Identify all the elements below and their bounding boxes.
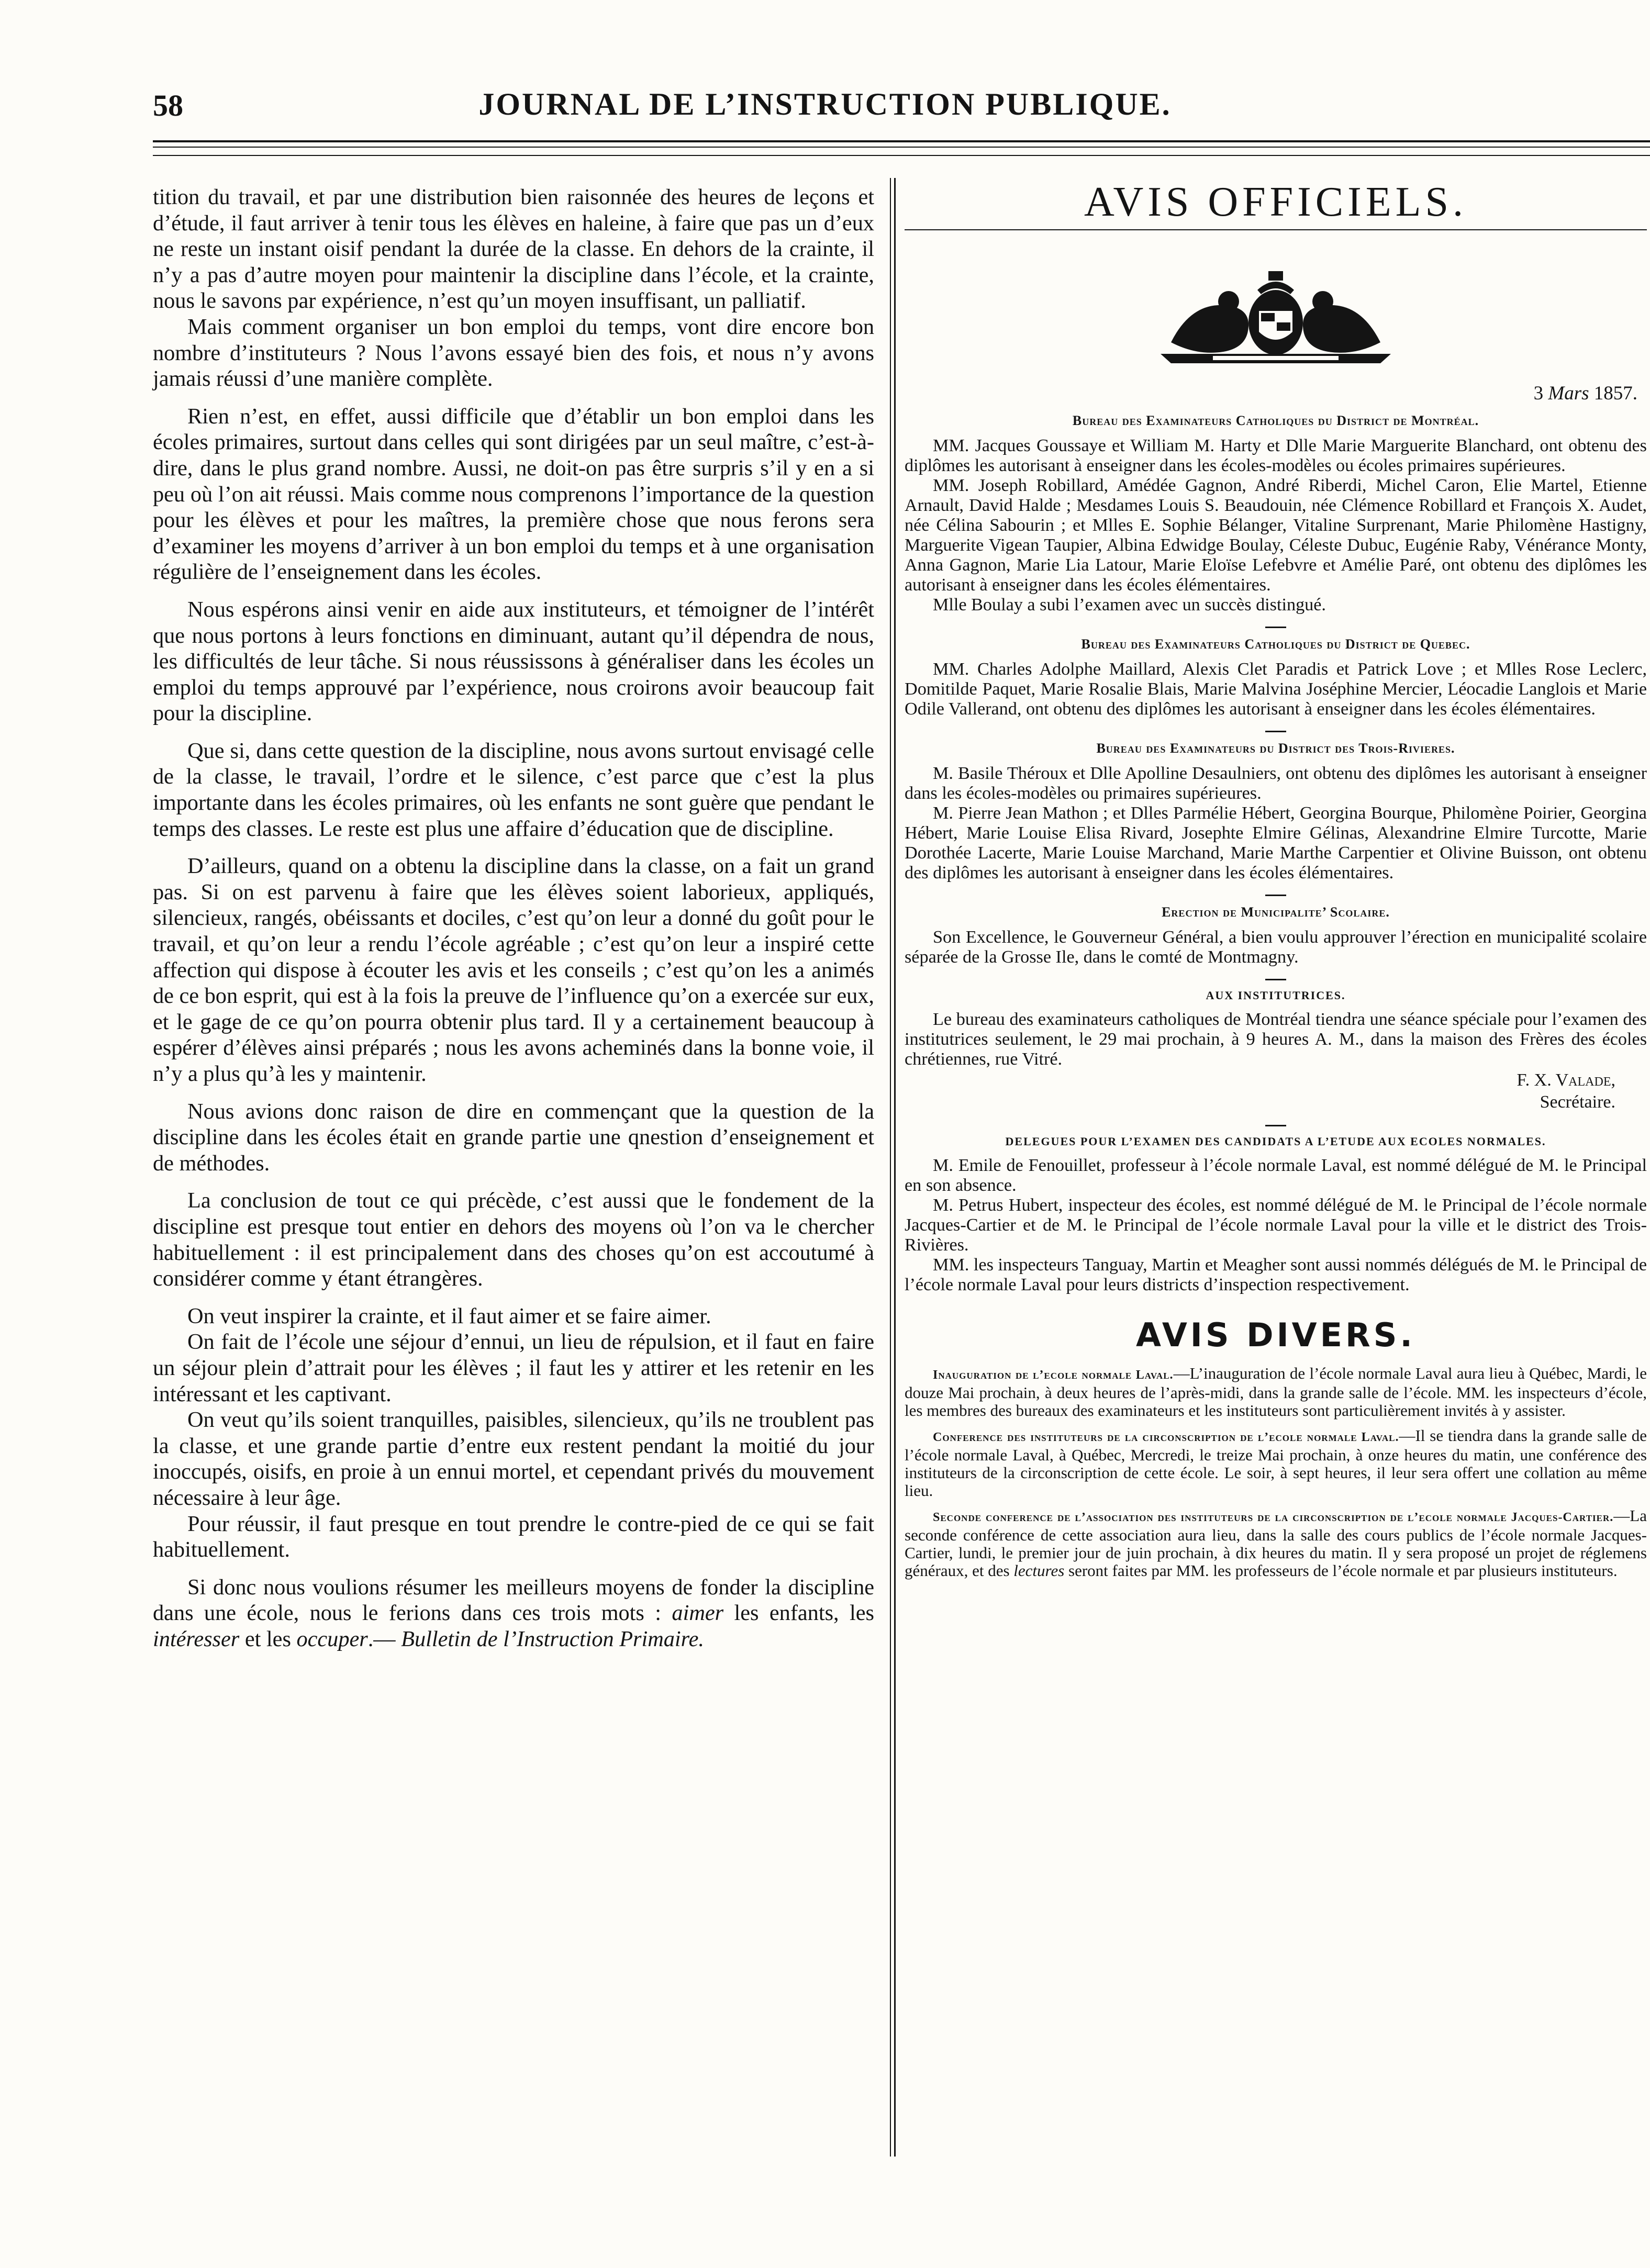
divers-item-text: —La seconde conférence de cette association aura lieu, dans la salle des cours publics de l’école normale Jacques-Cartier, lundi, le premier jour de juin prochain, à dix heures du matin. Il y sera proposé un projet de réglemens généraux, et des bbox=[905, 1506, 1647, 1580]
left-column bbox=[153, 184, 874, 1652]
notice-paragraph: Le bureau des examinateurs catholiques de Montréal tiendra une séance spéciale pour l’examen des institutrices seulement, le 29 mai prochain, à 9 heures A. M., dans la maison des Frères des écoles chrétiennes, rue Vitré. bbox=[905, 1010, 1647, 1069]
article-paragraph: Nous espérons ainsi venir en aide aux instituteurs, et témoigner de l’intérêt que nous portons à leurs fonctions en diminuant, autant qu’il dépendra de nous, les difficultés de leur tâche. Si nous réussissons à généraliser dans les écoles un emploi du temps approuvé par l’expérience, nous croirons avoir beaucoup fait pour la discipline. bbox=[153, 597, 874, 726]
section-dash bbox=[1265, 627, 1286, 628]
closing-text: les enfants, les bbox=[723, 1601, 874, 1626]
notice-date bbox=[905, 382, 1647, 405]
notice-section bbox=[905, 1135, 1647, 1295]
article-paragraph: tition du travail, et par une distribution bien raisonnée des heures de leçons et d’étude, il faut arriver à tenir tous les élèves en haleine, à faire que pas un d’eux ne reste un instant oisif pendant la durée de la classe. En dehors de la crainte, il n’y a pas d’autre moyen pour maintenir la discipline dans l’école, et la crainte, nous le savons par expérience, n’est qu’un moyen insuffisant, un palliatif. bbox=[153, 185, 874, 314]
section-dash bbox=[1265, 731, 1286, 732]
divers-item bbox=[905, 1507, 1647, 1580]
article-paragraph: Rien n’est, en effet, aussi difficile que d’établir un bon emploi dans les écoles primaires, surtout dans celles qui sont dirigées par un seul maître, c’est-à-dire, dans le plus grand nombre. Aussi, ne doit-on pas être surpris s’il y en a si peu où l’on ait réussi. Mais comme nous comprenons l’importance de la question pour les élèves et pour les maîtres, la première chose que nous ferons sera d’examiner les moyens d’arriver à un bon emploi du temps et à une organisation régulière de l’enseignement dans les écoles. bbox=[153, 404, 874, 585]
divers-item-text: —L’inauguration de l’école normale Laval aura lieu à Québec, Mardi, le douze Mai prochain, à deux heures de l’après-midi, dans la grande salle de l’école. MM. les inspecteurs d’école, les membres des bureaux des examinateurs et les instituteurs sont particulièrement invités à y assister. bbox=[905, 1364, 1647, 1420]
divers-item-lead: Seconde conference de l’association des instituteurs de la circonscription de l’ecole normale Jacques-Cartier. bbox=[933, 1511, 1614, 1524]
notice-paragraph: Son Excellence, le Gouverneur Général, a bien voulu approuver l’érection en municipalité scolaire séparée de la Grosse Ile, dans le comté de Montmagny. bbox=[905, 928, 1647, 967]
section-dash bbox=[1265, 1125, 1286, 1126]
notice-paragraph: MM. les inspecteurs Tanguay, Martin et Meagher sont aussi nommés délégués de M. le Principal de l’école normale Laval pour leurs districts d’inspection respectivement. bbox=[905, 1255, 1647, 1294]
date-year: 1857. bbox=[1589, 383, 1637, 404]
column-divider bbox=[894, 178, 896, 2157]
divers-item-emphasis: lectures bbox=[1013, 1561, 1065, 1580]
signature-block bbox=[905, 1069, 1647, 1113]
royal-coat-of-arms-icon bbox=[1150, 264, 1401, 366]
journal-title: JOURNAL DE L’INSTRUCTION PUBLIQUE. bbox=[478, 87, 1172, 121]
divers-item bbox=[905, 1365, 1647, 1420]
notice-paragraph: Mlle Boulay a subi l’examen avec un succès distingué. bbox=[933, 595, 1326, 615]
article-paragraph: Nous avions donc raison de dire en commençant que la question de la discipline dans les écoles était en grande partie une qnestion d’enseignement et de méthodes. bbox=[153, 1099, 874, 1176]
avis-officiels-heading: AVIS OFFICIELS. bbox=[1084, 179, 1467, 225]
date-month: Mars bbox=[1548, 383, 1589, 404]
section-title: Bureau des Examinateurs du District des Trois-Rivieres. bbox=[1096, 741, 1455, 756]
article-paragraph: D’ailleurs, quand on a obtenu la discipline dans la classe, on a fait un grand pas. Si on est parvenu à faire que les élèves soient laborieux, appliqués, silencieux, rangés, obéissants et dociles, c’est qu’on leur a donné du goût pour le travail, et qu’on leur a rendu l’école agréable ; c’est qu’on leur a inspiré cette affection qui dispose à écouter les avis et les conseils ; c’est qu’on les a animés de ce bon esprit, qui est à la fois la preuve de l’influence qu’on a exercée sur eux, et le gage de ce qu’on pourra obtenir plus tard. Il y a certainement beaucoup à espérer d’élèves ainsi préparés ; nous les avons acheminés dans la bonne voie, il n’y a plus qu’à les y maintenir. bbox=[153, 854, 874, 1086]
header-rule-thin bbox=[153, 147, 1650, 148]
notice-section bbox=[905, 741, 1647, 883]
right-column bbox=[905, 178, 1647, 1587]
notice-paragraph: MM. Charles Adolphe Maillard, Alexis Clet Paradis et Patrick Love ; et Mlles Rose Leclerc, Domitilde Paquet, Marie Rosalie Blais, Marie Malvina Joséphine Mercier, Léocadie Langlois et Marie Odile Vallerand, ont obtenu des diplômes les autorisant à enseigner dans les écoles élémentaires. bbox=[905, 660, 1647, 719]
divers-item-text: —Il se tiendra dans la grande salle de l’école normale Laval, à Québec, Mercredi, le treize Mai prochain, à onze heures du matin, une conférence des instituteurs de la circonscription de cette école. Le soir, à sept heures, il leur sera offert une collation au même lieu. bbox=[905, 1426, 1647, 1500]
closing-keyword: occuper bbox=[296, 1626, 368, 1651]
article-paragraph: Que si, dans cette question de la discipline, nous avons surtout envisagé celle de la classe, le travail, l’ordre et le silence, c’est parce que c’est la plus importante dans les écoles primaires, où les enfants ne sont guère que pendant le temps des classes. Le reste est plus une affaire d’éducation que de discipline. bbox=[153, 738, 874, 841]
closing-text: Si donc nous voulions résumer les meilleurs moyens de fonder la discipline dans une école, nous le ferions dans ces trois mots : bbox=[153, 1574, 874, 1626]
avis-divers-heading: AVIS DIVERS. bbox=[1136, 1316, 1415, 1354]
date-day: 3 bbox=[1533, 383, 1548, 404]
notice-paragraph: M. Emile de Fenouillet, professeur à l’école normale Laval, est nommé délégué de M. le Principal en son absence. bbox=[905, 1156, 1647, 1195]
notice-paragraph: MM. Joseph Robillard, Amédée Gagnon, André Riberdi, Michel Caron, Elie Martel, Etienne Arnault, David Halde ; Mesdames Louis S. Beaudouin, née Clémence Robillard et François X. Audet, née Célina Sabourin ; et Mlles E. Sophie Bélanger, Vitaline Surprenant, Marie Philomène Hastigny, Marguerite Vigean Taupier, Albina Edwidge Boulay, Céleste Dubuc, Eugénie Raby, Vénérance Monty, Anna Gagnon, Marie Lia Latour, Marie Eloïse Lefebvre et Amélie Paré, ont obtenu des diplômes les autorisant à enseigner dans les écoles élémentaires. bbox=[905, 476, 1647, 595]
article-paragraph: La conclusion de tout ce qui précède, c’est aussi que le fondement de la discipline est presque tout entier en dehors des moyens où l’on va le chercher habituellement : il est principalement dans des choses qu’on est accoutumé à considérer comme y étant étrangères. bbox=[153, 1188, 874, 1291]
section-title: Bureau des Examinateurs Catholiques du District de Quebec. bbox=[1081, 636, 1470, 652]
section-dash bbox=[1265, 895, 1286, 896]
section-dash bbox=[1265, 979, 1286, 980]
divers-item-lead: Conference des instituteurs de la circonscription de l’ecole normale Laval. bbox=[933, 1431, 1399, 1444]
notice-section bbox=[905, 413, 1647, 615]
section-title: Bureau des Examinateurs Catholiques du District de Montréal. bbox=[1072, 413, 1479, 428]
notice-section bbox=[905, 989, 1647, 1113]
closing-text: et les bbox=[239, 1626, 297, 1651]
header-rule-bottom bbox=[153, 155, 1650, 156]
article-paragraph: Pour réussir, il faut presque en tout prendre le contre-pied de ce qui se fait habituellement. bbox=[153, 1511, 874, 1562]
heading-rule bbox=[905, 229, 1647, 230]
divers-item-lead: Inauguration de l’ecole normale Laval. bbox=[933, 1368, 1174, 1382]
column-divider bbox=[890, 178, 891, 2157]
page-number: 58 bbox=[153, 88, 183, 122]
section-title: DELEGUES POUR L’EXAMEN DES CANDIDATS A L’ETUDE AUX ECOLES NORMALES. bbox=[1005, 1135, 1546, 1148]
article-closing-paragraph bbox=[153, 1574, 874, 1652]
closing-keyword: aimer bbox=[672, 1601, 724, 1626]
notice-paragraph: M. Petrus Hubert, inspecteur des écoles, est nommé délégué de M. le Principal de l’école normale Jacques-Cartier et de M. le Principal de l’école normale Laval pour la ville et le district des Trois-Rivières. bbox=[905, 1196, 1647, 1255]
section-title: Erection de Municipalite’ Scolaire. bbox=[1162, 904, 1390, 920]
header-rule-thick bbox=[153, 140, 1650, 142]
divers-item bbox=[905, 1427, 1647, 1500]
article-paragraph: Mais comment organiser un bon emploi du temps, vont dire encore bon nombre d’instituteurs ? Nous l’avons essayé bien des fois, et nous n’y avons jamais réussi d’une manière complète. bbox=[153, 314, 874, 392]
article-paragraph: On veut inspirer la crainte, et il faut aimer et se faire aimer. bbox=[187, 1303, 711, 1328]
signature-name: F. X. Valade, bbox=[1517, 1070, 1615, 1090]
notice-section bbox=[905, 904, 1647, 967]
signature-role: Secrétaire. bbox=[1540, 1092, 1615, 1112]
notice-paragraph: M. Basile Théroux et Dlle Apolline Desaulniers, ont obtenu des diplômes les autorisant à enseigner dans les écoles-modèles ou primaires supérieures. bbox=[905, 764, 1647, 803]
notice-section bbox=[905, 636, 1647, 719]
closing-text: .— bbox=[367, 1626, 396, 1651]
article-paragraph: On fait de l’école une séjour d’ennui, un lieu de répulsion, et il faut en faire un séjour plein d’attrait pour les élèves ; il faut les y attirer et les retenir en les intéressant et les captivant. bbox=[153, 1329, 874, 1406]
divers-item-text: seront faites par MM. les professeurs de l’école normale et par plusieurs instituteurs. bbox=[1064, 1561, 1618, 1580]
section-title: AUX INSTITUTRICES. bbox=[1206, 989, 1346, 1002]
notice-paragraph: MM. Jacques Goussaye et William M. Harty et Dlle Marie Marguerite Blanchard, ont obtenu des diplômes les autorisant à enseigner dans les écoles-modèles ou écoles primaires supérieures. bbox=[905, 436, 1647, 475]
article-source: Bulletin de l’Instruction Primaire. bbox=[401, 1626, 704, 1651]
article-paragraph: On veut qu’ils soient tranquilles, paisibles, silencieux, qu’ils ne troublent pas la classe, et une grande partie d’entre eux restent pendant la moitié du jour inoccupés, oisifs, en proie à un ennui mortel, et cependant privés du mouvement nécessaire à leur âge. bbox=[153, 1407, 874, 1510]
closing-keyword: intéresser bbox=[153, 1626, 240, 1651]
notice-paragraph: M. Pierre Jean Mathon ; et Dlles Parmélie Hébert, Georgina Bourque, Philomène Poirier, Georgina Hébert, Marie Louise Elisa Rivard, Josephte Elmire Gélinas, Alexandrine Elmire Turcotte, Marie Dorothée Lacerte, Marie Louise Marchand, Marie Marthe Carpentier et Olivine Buisson, ont obtenu des diplômes les autorisant à enseigner dans les écoles élémentaires. bbox=[905, 803, 1647, 882]
